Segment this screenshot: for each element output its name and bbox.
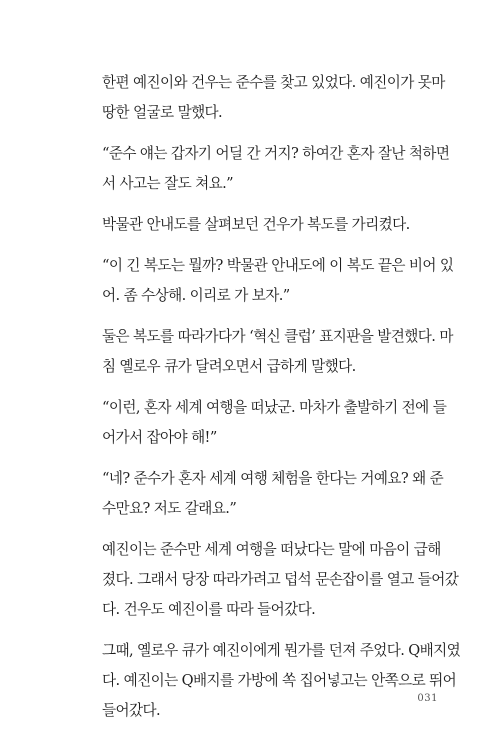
paragraph <box>90 464 444 524</box>
text-line: 박물관 안내도를 살펴보던 건우가 복도를 가리켰다. <box>102 216 410 233</box>
text-line: “이 긴 복도는 뭘까? 박물관 안내도에 이 복도 끝은 비어 있 <box>102 257 454 274</box>
text-line: 침 옐로우 큐가 달려오면서 급하게 말했다. <box>102 358 356 375</box>
paragraph <box>90 68 445 128</box>
text-line: 예진이는 준수만 세계 여행을 떠났다는 말에 마음이 급해 <box>102 541 441 558</box>
text-line: 둘은 복도를 따라가다가 ‘혁신 클럽’ 표지판을 발견했다. 마 <box>102 328 453 345</box>
paragraph <box>90 322 453 382</box>
text-line: 땅한 얼굴로 말했다. <box>102 104 223 121</box>
paragraph <box>90 636 461 726</box>
text-line: “네? 준수가 혼자 세계 여행 체험을 한다는 거예요? 왜 준 <box>102 470 444 487</box>
text-line: 어. 좀 수상해. 이리로 가 보자.” <box>102 287 290 304</box>
paragraph <box>90 393 447 453</box>
story-text <box>90 68 461 737</box>
text-line: 그때, 옐로우 큐가 예진이에게 뭔가를 던져 주었다. Q배지였 <box>102 642 461 659</box>
text-line: 한편 예진이와 건우는 준수를 찾고 있었다. 예진이가 못마 <box>102 74 445 91</box>
paragraph <box>90 139 450 199</box>
text-line: 서 사고는 잘도 쳐요.” <box>102 175 233 192</box>
page-number: 031 <box>417 693 438 704</box>
text-line: 다. 예진이는 Q배지를 가방에 쏙 집어넣고는 안쪽으로 뛰어 <box>102 672 457 689</box>
text-line: 들어갔다. <box>102 702 161 719</box>
text-line: 어가서 잡아야 해!” <box>102 429 217 446</box>
paragraph <box>90 210 430 240</box>
text-line: “이런, 혼자 세계 여행을 떠났군. 마차가 출발하기 전에 들 <box>102 399 447 416</box>
paragraph <box>90 251 454 311</box>
text-line: 수만요? 저도 갈래요.” <box>102 500 237 517</box>
paragraph <box>90 535 459 625</box>
text-line: 다. 건우도 예진이를 따라 들어갔다. <box>102 601 316 618</box>
text-line: “준수 얘는 갑자기 어딜 간 거지? 하여간 혼자 잘난 척하면 <box>102 145 450 162</box>
text-line: 졌다. 그래서 당장 따라가려고 덥석 문손잡이를 열고 들어갔 <box>102 571 459 588</box>
